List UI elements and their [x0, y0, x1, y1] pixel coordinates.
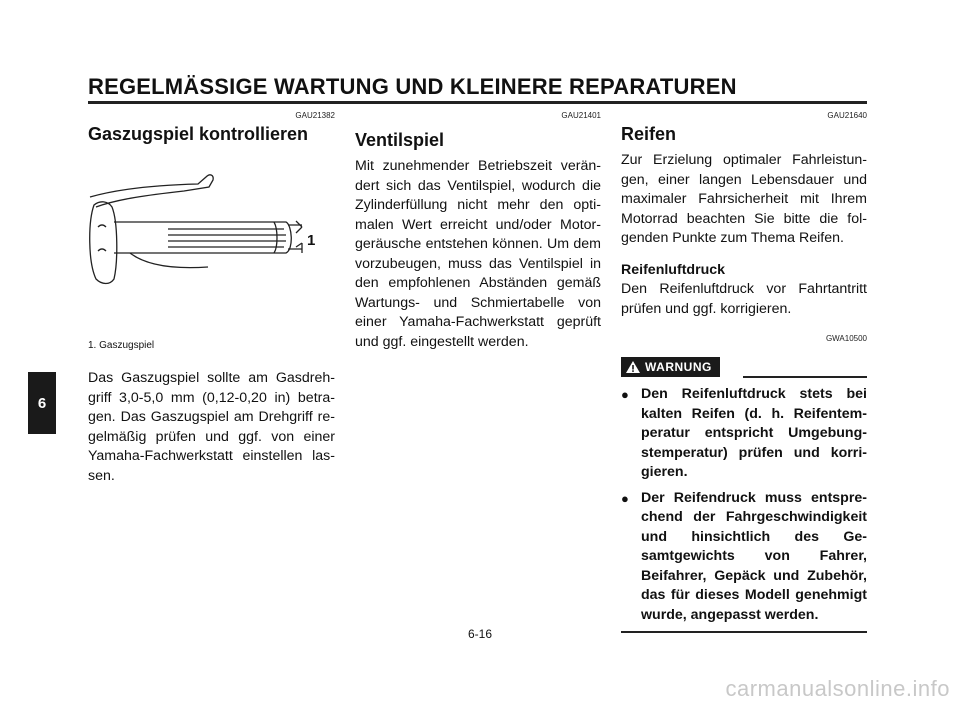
section-code: GAU21382 — [295, 111, 335, 120]
section-throttle-cable — [88, 110, 335, 486]
warning-bullet: ● Den Reifenluftdruck stets bei kalten Reifen (d. h. Reifentemperatur entspricht Umgebungstemperatur) prüfen und korrigieren. — [621, 385, 867, 483]
section-body: Das Gaszugspiel sollte am Gasdrehgriff 3,0-5,0 mm (0,12-0,20 in) betragen. Das Gaszugspiel am Drehgriff regelmäßig prüfen und ggf. von einer Yamaha-Fachwerkstatt einstellen lassen. — [88, 370, 335, 484]
warning-label: WARNUNG — [645, 360, 712, 374]
tire-pressure-body: Den Reifenluftdruck vor Fahrtantritt prüfen und ggf. korrigieren. — [621, 281, 867, 317]
section-heading: Gaszugspiel kontrollieren — [88, 124, 309, 144]
figure-callout-1: 1 — [307, 232, 316, 249]
section-body: Mit zunehmender Betriebszeit verändert sich das Ventilspiel, wodurch die Zylinderfüllung nicht mehr den optimalen Wert erreicht und/oder Motorgeräusche entstehen können. Um dem vorzubeugen, muss das Ventilspiel in den empfohlenen Abständen gemäß Wartungs- und Schmiertabelle von einer Yamaha-Fachwerkstatt geprüft und ggf. eingestellt werden. — [355, 158, 601, 350]
subheading-tire-pressure: Reifenluftdruck — [621, 261, 726, 278]
section-body: Zur Erzielung optimaler Fahrleistungen, einer langen Lebensdauer und maximaler Fahrsicherheit mit Ihrem Motorrad beachten Sie bitte die folgenden Punkte zum Thema Reifen. — [621, 152, 867, 246]
warning-bullet: ● Der Reifendruck muss entsprechend der Fahrgeschwindigkeit und hinsichtlich des Gesamtgewichts von Fahrer, Beifahrer, Gepäck und Zubehör, das für dieses Modell genehmigt wurde, angepasst werden. — [621, 489, 867, 626]
page-header-title: REGELMÄSSIGE WARTUNG UND KLEINERE REPARATUREN — [88, 74, 737, 99]
header-rule — [88, 101, 867, 104]
section-code: GAU21401 — [561, 111, 601, 120]
warning-rule — [743, 376, 867, 378]
section-valve-clearance — [355, 110, 601, 352]
warning-badge — [621, 357, 720, 377]
page-number: 6-16 — [467, 627, 493, 641]
warning-code: GWA10500 — [825, 334, 867, 343]
section-code: GAU21640 — [827, 111, 867, 120]
bullet-dot-icon: ● — [621, 387, 629, 402]
figure-caption: 1. Gaszugspiel — [88, 340, 155, 351]
warning-header — [621, 353, 867, 379]
watermark: carmanualsonline.info — [725, 676, 950, 701]
throttle-grip-illustration — [88, 167, 335, 307]
warning-triangle-icon — [625, 360, 641, 374]
section-heading: Reifen — [621, 124, 677, 144]
section-tires — [621, 110, 867, 633]
section-heading: Ventilspiel — [355, 130, 445, 150]
bullet-dot-icon: ● — [621, 490, 629, 506]
warning-bullets — [621, 385, 867, 625]
chapter-tab: 6 — [28, 372, 56, 434]
